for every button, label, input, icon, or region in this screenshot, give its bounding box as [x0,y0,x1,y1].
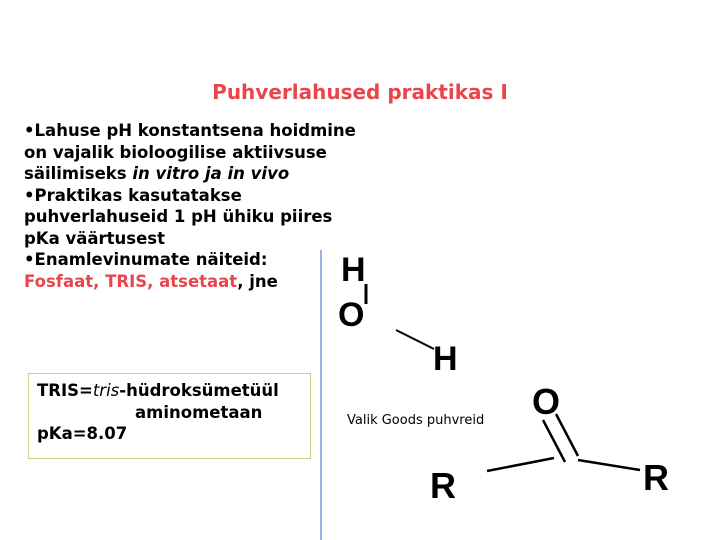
bond-r-c [487,458,554,471]
atom-h-mid: H [433,340,458,378]
bullet-ph-stability: •Lahuse pH konstantsena hoidmine on vajalik bioloogilise aktiivsuse säilimiseks in vitro ja in vivo [24,121,356,183]
atom-o-right: O [532,381,561,422]
atom-r-right: R [643,457,669,498]
image-caption: Valik Goods puhvreid [347,413,485,428]
slide-title: Puhverlahused praktikas I [212,80,508,104]
tris-line-2: aminometaan [135,402,263,422]
atom-o-left: O [338,296,365,334]
atom-h-top: H [341,251,366,289]
tris-pka: pKa=8.07 [37,424,128,443]
tris-line-1: TRIS=tris-hüdroksümetüül [37,381,279,400]
examples-line: Fosfaat, TRIS, atsetaat, jne [24,271,278,291]
bond-c-r [578,460,640,470]
bond-o-h [396,330,434,349]
bullet-examples: •Enamlevinumate näiteid: [24,250,268,269]
atom-r-left: R [430,465,456,506]
bullet-practical-use: •Praktikas kasutatakse puhverlahuseid 1 pH ühiku piires pKa väärtusest [24,185,333,248]
